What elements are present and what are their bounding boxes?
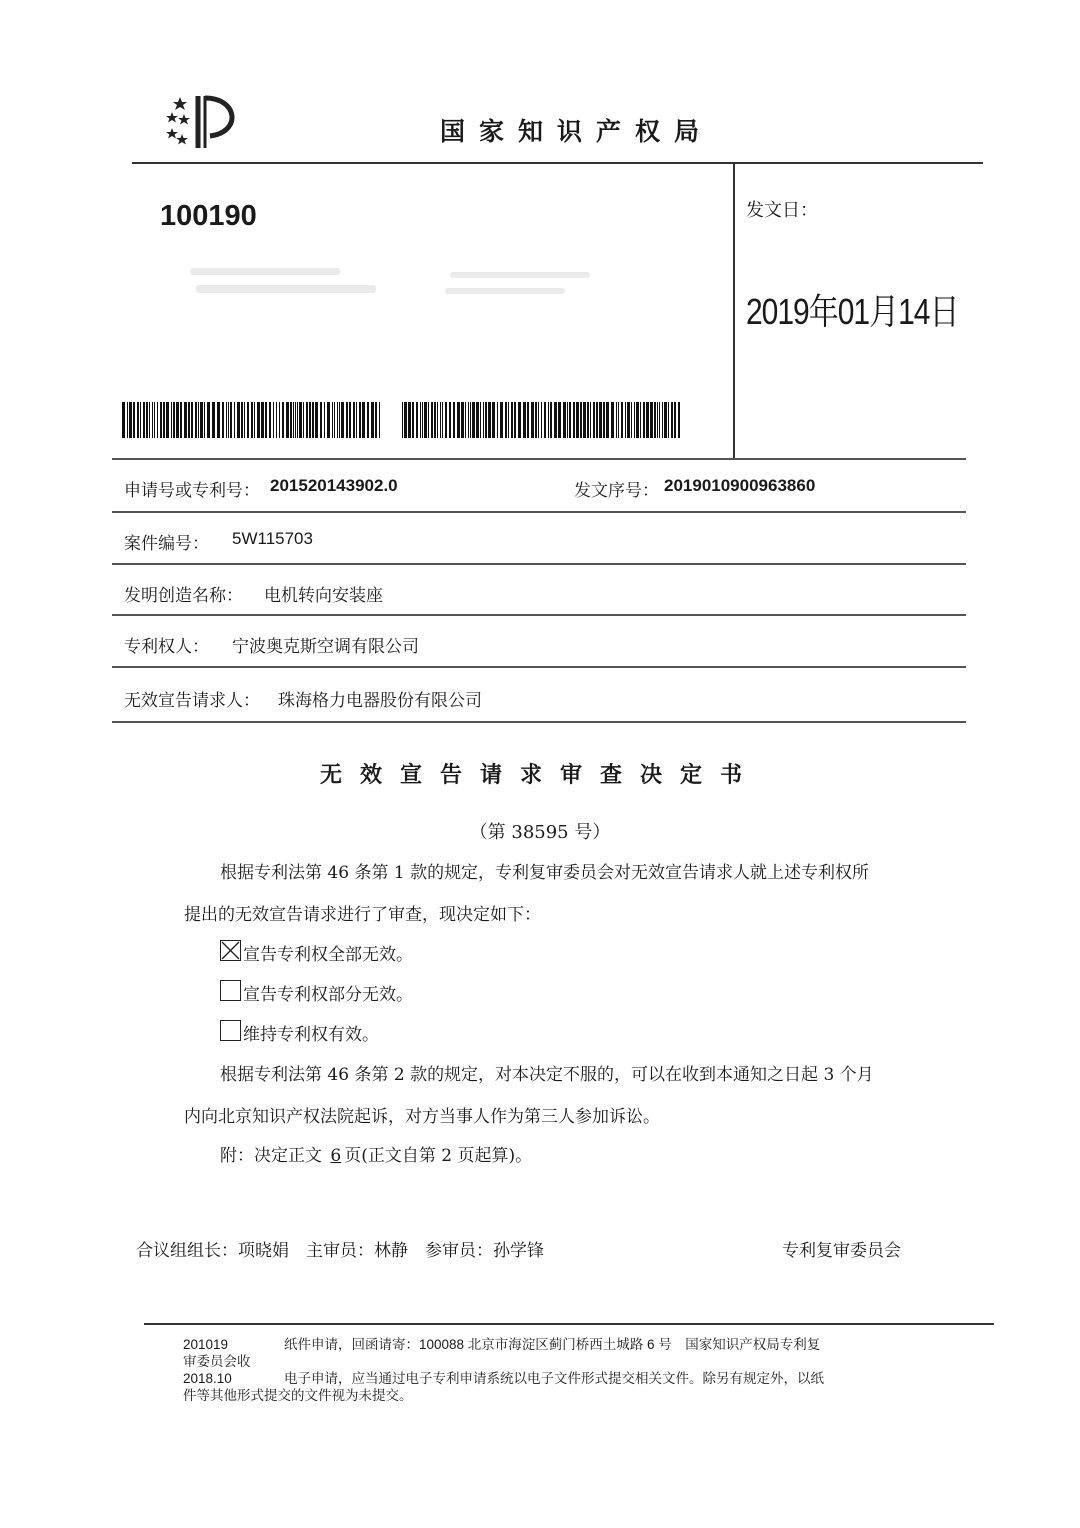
redacted-address: [450, 272, 590, 278]
attachment-suffix: 页(正文自第 2 页起算)。: [344, 1146, 533, 1166]
paragraph-2-line-1: 根据专利法第 46 条第 2 款的规定，对本决定不服的，可以在收到本通知之日起 3 个月: [220, 1065, 874, 1085]
option-label-maintain: 维持专利权有效。: [243, 1025, 379, 1045]
option-checkbox-invalid-partial: [220, 980, 241, 1001]
application-number: 201520143902.0: [270, 476, 398, 495]
case-number-label: 案件编号：: [124, 534, 209, 554]
divider: [112, 666, 966, 668]
requester: 珠海格力电器股份有限公司: [278, 691, 482, 711]
patentee: 宁波奥克斯空调有限公司: [232, 637, 419, 657]
option-checkbox-invalid-all: [220, 940, 241, 961]
date-label: 发文日：: [746, 200, 818, 221]
option-label-invalid-all: 宣告专利权全部无效。: [243, 945, 413, 965]
footer-paper-notice-line-2: 审委员会收: [183, 1354, 251, 1369]
paragraph-1-line-1: 根据专利法第 46 条第 1 款的规定，专利复审委员会对无效宣告请求人就上述专利权所: [220, 863, 870, 883]
case-number: 5W115703: [232, 529, 313, 548]
barcode-right: [402, 402, 680, 438]
divider: [112, 458, 966, 460]
paragraph-1-line-2: 提出的无效宣告请求进行了审查，现决定如下：: [184, 905, 541, 925]
invention-name: 电机转向安装座: [264, 586, 383, 606]
panel-members: 合议组组长：项晓娟 主审员：林静 参审员：孙学锋: [136, 1241, 544, 1261]
footer-electronic-notice-line-2: 件等其他形式提交的文件视为未提交。: [183, 1388, 413, 1403]
footer-code-2: 2018.10: [183, 1371, 232, 1386]
issue-date: 2019年01月14日: [746, 292, 959, 333]
divider: [112, 614, 966, 616]
postcode: 100190: [160, 200, 257, 232]
option-checkbox-maintain: [220, 1020, 241, 1041]
attachment-prefix: 附：决定正文: [220, 1146, 322, 1166]
patentee-label: 专利权人：: [124, 637, 209, 657]
attachment-note: [220, 1141, 532, 1166]
footer-electronic-notice-line-1: 电子申请，应当通过电子专利申请系统以电子文件形式提交相关文件。除另有规定外，以纸: [284, 1371, 824, 1386]
redacted-address: [190, 268, 340, 275]
footer-code-1: 201019: [183, 1337, 229, 1352]
option-label-invalid-partial: 宣告专利权部分无效。: [243, 985, 413, 1005]
cnipa-logo: [160, 92, 246, 152]
redacted-address: [196, 285, 376, 293]
divider: [112, 721, 966, 723]
footer-paper-notice-line-1: 纸件申请，回函请寄：100088 北京市海淀区蓟门桥西土城路 6 号 国家知识产权局专利复: [284, 1337, 821, 1352]
redacted-address: [445, 288, 565, 294]
serial-number-label: 发文序号：: [574, 481, 659, 501]
divider: [112, 563, 966, 565]
issuing-committee: 专利复审委员会: [782, 1241, 901, 1261]
invention-name-label: 发明创造名称：: [124, 586, 243, 606]
date-divider: [733, 164, 735, 458]
application-number-label: 申请号或专利号：: [124, 481, 260, 501]
paragraph-2-line-2: 内向北京知识产权法院起诉，对方当事人作为第三人参加诉讼。: [184, 1107, 660, 1127]
attachment-pages: 6: [330, 1146, 342, 1166]
serial-number: 2019010900963860: [664, 476, 816, 495]
barcode-left: [122, 402, 380, 438]
office-name: 国家知识产权局: [440, 117, 714, 146]
document-title: 无效宣告请求审查决定书: [319, 762, 760, 788]
header-rule: [132, 162, 983, 164]
requester-label: 无效宣告请求人：: [124, 691, 260, 711]
footer-rule: [144, 1323, 994, 1325]
divider: [112, 511, 966, 513]
document-number: （第 38595 号）: [469, 822, 611, 843]
